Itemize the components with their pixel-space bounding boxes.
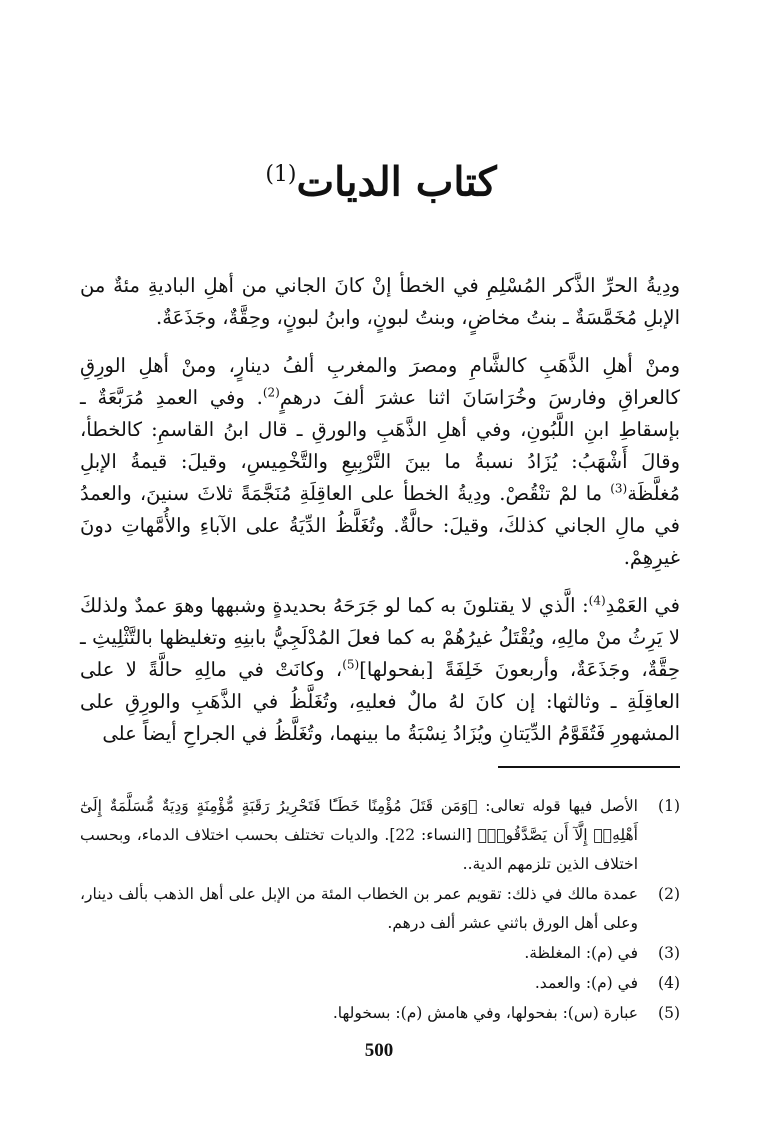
footnote (80, 969, 680, 998)
footnotes (80, 792, 680, 1029)
footnote (80, 792, 680, 879)
footnote-ref: (2) (262, 385, 280, 400)
paragraph (80, 350, 680, 574)
footnote-number: (2) (658, 885, 680, 903)
footnote-number: (5) (658, 1004, 680, 1022)
paragraph-text: في العَمْدِ (605, 594, 680, 617)
footnote-ref: (5) (342, 657, 360, 672)
footnote-text: في (م): المغلظة. (524, 944, 638, 962)
paragraph-text: ما لمْ تنْقُصْ. ودِيةُ الخطأ على العاقِلَةِ مُنَجَّمَةً ثلاثَ سنينَ، والعمدُ في مالِ الجاني كذلكَ، وقيلَ: حالَّةٌ. وتُغَلَّظُ الدِّيَةُ على الآباءِ والأُمَّهاتِ دونَ غيرِهِمْ. (80, 482, 680, 569)
footnote-number: (4) (658, 974, 680, 992)
footnote-ref: (3) (610, 481, 628, 496)
footnote-text: الأصل فيها قوله تعالى: ﴿وَمَن قَتَلَ مُؤْمِنًا خَطَـًٔا فَتَحْرِيرُ رَقَبَةٍ مُّؤْمِنَةٍ وَدِيَةٌ مُّسَلَّمَةٌ إِلَىٰٓ أَهْلِهِۦٓ إِلَّآ أَن يَصَّدَّقُوا۟﴾ [النساء: 22]. والديات تختلف بحسب اختلاف الدماء، وبحسب اختلاف الذين تلزمهم الدية.. (80, 797, 638, 873)
paragraph (80, 270, 680, 334)
main-text (80, 270, 680, 766)
chapter-title-text: كتاب الديات (296, 158, 497, 206)
footnote-text: عبارة (س): بفحولها، وفي هامش (م): بسخولها. (332, 1004, 638, 1022)
footnote-text: عمدة مالك في ذلك: تقويم عمر بن الخطاب المئة من الإبل على أهل الذهب بألف دينار، وعلى أهل الورق باثني عشر ألف درهم. (80, 885, 638, 932)
footnote-ref: (4) (588, 593, 606, 608)
footnote-number: (3) (658, 944, 680, 962)
paragraph-text: . وفي العمدِ مُرَبَّعَةٌ ـ بإسقاطِ ابنِ اللَّبُونِ، وفي أهلِ الذَّهَبِ والورقِ ـ قال ابنُ القاسمِ: كالخطأ، وقالَ أَشْهَبُ: يُزَادُ نسبةُ ما بينَ التَّرْبِيعِ والتَّخْمِيسِ، وقيلَ: قيمةُ الإبلِ مُغلَّظَة (80, 386, 680, 505)
footnote-number: (1) (658, 797, 680, 815)
footnote (80, 939, 680, 968)
footnote-text: في (م): والعمد. (534, 974, 638, 992)
paragraph-text: : الَّذي لا يقتلونَ به كما لو جَرَحَهُ بحديدةٍ وشبهها وهوَ عمدٌ ولذلكَ لا يَرِثُ منْ مالِهِ، ويُقْتَلُ غيرُهُمْ به كما فعلَ المُدْلَجِيُّ بابنِهِ وتغليظها بالتَّثْلِيثِ ـ حِقَّةٌ، وجَذَعَةٌ، وأربعونَ خَلِفَةً [بفحولها] (80, 594, 680, 681)
footnote (80, 999, 680, 1028)
paragraph (80, 590, 680, 750)
paragraph-text: ومنْ أهلِ الذَّهَبِ كالشَّامِ ومصرَ والمغربِ ألفُ دينارٍ، ومنْ أهلِ الورِقِ كالعراقِ وفارسَ وخُرَاسَانَ اثنا عشرَ ألفَ درهمٍ (80, 354, 680, 409)
chapter-title (0, 150, 758, 207)
chapter-title-footnote-ref: (1) (265, 162, 297, 187)
footnote (80, 880, 680, 938)
paragraph-text: ، وكانَتْ في مالِهِ حالَّةً لا على العاقِلَةِ ـ وثالثها: إن كانَ لهُ مالٌ فعليهِ، وتُغَلَّظُ في الذَّهَبِ والورِقِ على المشهورِ فَتُقَوَّمُ الدِّيَتانِ ويُزَادُ نِسْبَةُ ما بينهما، وتُغَلَّظُ في الجراحِ أيضاً على (80, 658, 680, 745)
footnote-separator (498, 766, 680, 768)
paragraph-text: ودِيةُ الحرِّ الذَّكر المُسْلِمِ في الخطأ إنْ كانَ الجاني من أهلِ الباديةِ مئةٌ من الإبلِ مُخَمَّسَةٌ ـ بنتُ مخاضٍ، وبنتُ لبونٍ، وابنُ لبونٍ، وحِقَّةٌ، وجَذَعَةٌ. (80, 274, 680, 329)
page-number: 500 (364, 1040, 394, 1061)
